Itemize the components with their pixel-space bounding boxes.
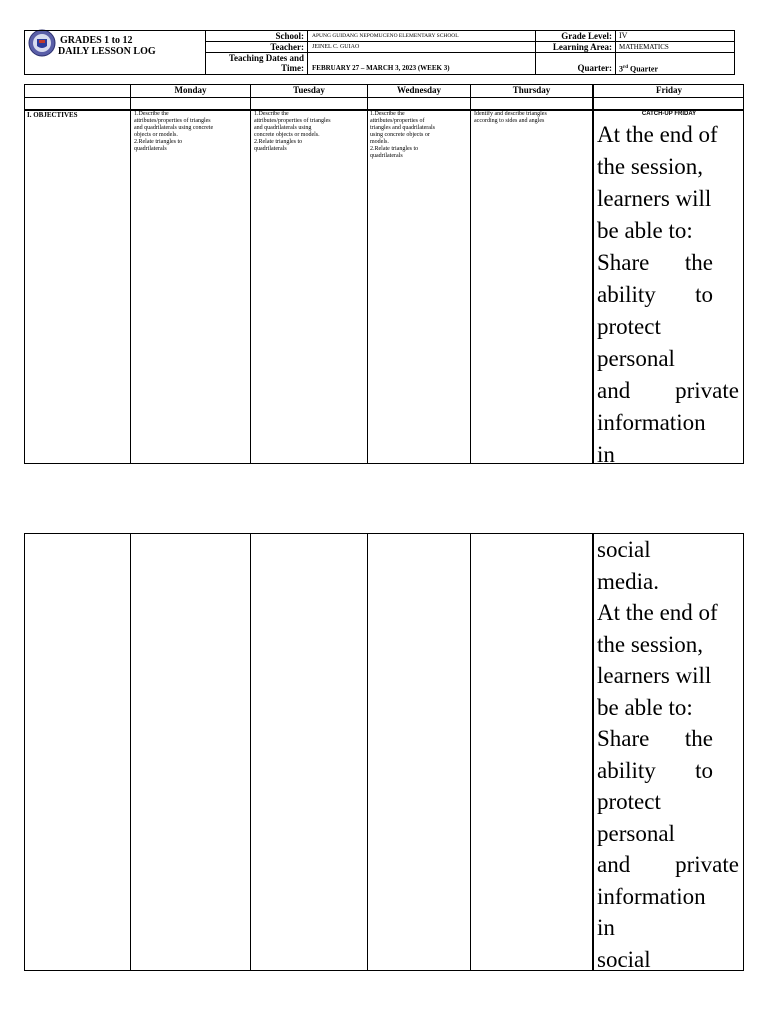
row-label-objectives: I. OBJECTIVES [27, 111, 78, 119]
day-header-monday: Monday [174, 85, 207, 95]
column-line [130, 533, 131, 971]
learning-area-value: MATHEMATICS [619, 43, 669, 51]
day-header-thursday: Thursday [512, 85, 551, 95]
grade-level-value: IV [619, 31, 628, 40]
column-line [130, 84, 131, 464]
grade-level-label: Grade Level: [561, 31, 612, 41]
school-value: APUNG GUIDANG NEPOMUCENO ELEMENTARY SCHOOL [312, 33, 459, 39]
catch-up-friday-heading: CATCH-UP FRIDAY [641, 111, 697, 117]
column-line [250, 533, 251, 971]
tuesday-objectives: 1.Describe the attributes/properties of triangles and quadrilaterals using concrete objects or models. 2.Relate triangles to quadrilaterals [254, 111, 331, 152]
day-header-tuesday: Tuesday [293, 85, 325, 95]
wednesday-objectives: 1.Describe the attributes/properties of triangles and quadrilaterals using concrete objects or models. 2.Relate triangles to quadrilaterals [370, 111, 435, 159]
thursday-objectives: Identify and describe triangles according to sides and angles [474, 111, 547, 124]
school-label: School: [275, 31, 304, 41]
day-header-friday: Friday [656, 85, 682, 95]
quarter-label: Quarter: [577, 63, 612, 73]
dates-label-line1: Teaching Dates and [228, 53, 304, 63]
header-title-box [24, 30, 206, 75]
dates-value: FEBRUARY 27 – MARCH 3, 2023 (WEEK 3) [312, 64, 450, 72]
day-header-wednesday: Wednesday [396, 85, 441, 95]
friday-objectives-page2: social media. At the end of the session, learners will be able to: Share the ability to protect personal and private information in social [597, 537, 739, 972]
quarter-value: 3rd Quarter [619, 64, 658, 74]
learning-area-label: Learning Area: [552, 42, 612, 52]
teacher-label: Teacher: [270, 42, 304, 52]
document-title-line1: GRADES 1 to 12 [60, 35, 133, 46]
monday-objectives: 1.Describe the attributes/properties of triangles and quadrilaterals using concrete objects or models. 2.Relate triangles to quadrilaterals [134, 111, 214, 152]
column-line [470, 533, 471, 971]
friday-objectives-page1: At the end of the session, learners will be able to: Share the ability to protect personal and private information in [597, 122, 739, 467]
teacher-value: JEINEL C. GUIAO [312, 44, 360, 50]
column-line [470, 84, 471, 464]
dates-label-line2: Time: [281, 63, 304, 73]
column-line [367, 533, 368, 971]
column-line [367, 84, 368, 464]
column-line [250, 84, 251, 464]
column-line [592, 84, 594, 464]
column-line [592, 533, 594, 971]
document-title-line2: DAILY LESSON LOG [58, 46, 156, 57]
